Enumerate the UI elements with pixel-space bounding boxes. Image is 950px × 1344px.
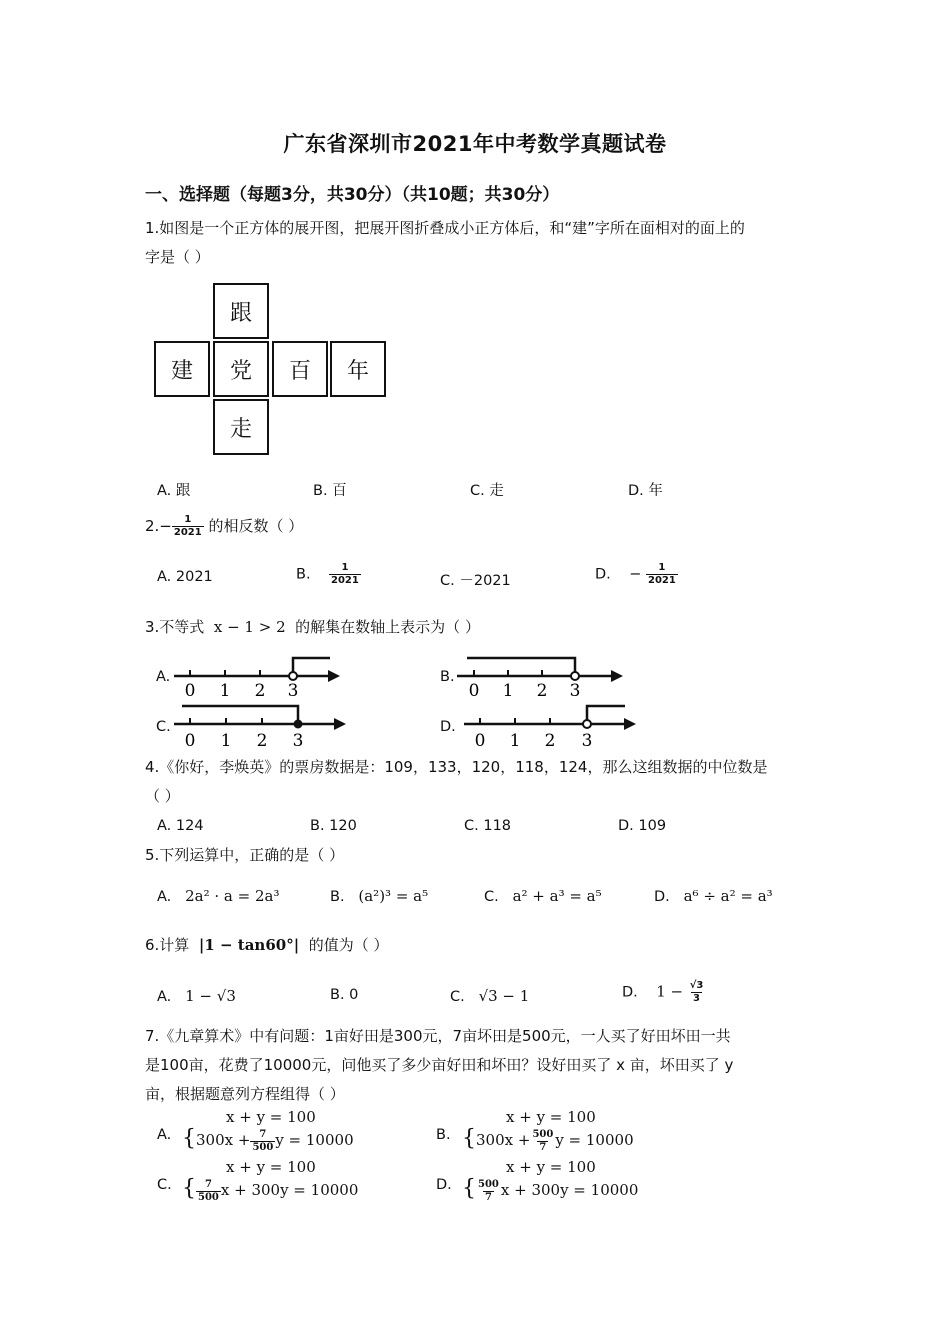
tick-0: 0 <box>468 681 480 701</box>
q7-d-eq1: x + y = 100 <box>506 1158 596 1176</box>
q6-option-c[interactable] <box>450 987 529 1005</box>
q7-option-d-label[interactable]: D. <box>436 1177 452 1193</box>
q7-stem-line2: 是100亩，花费了10000元，问他买了多少亩好田和坏田？设好田买了 x 亩，坏田买了 y <box>145 1056 734 1074</box>
q3-option-d-numberline[interactable] <box>460 700 645 750</box>
q7-c-num: 7 <box>204 1178 212 1190</box>
q7-b-frac <box>530 1129 555 1154</box>
q6-stem <box>145 931 388 960</box>
q5-c-expr: a² + a³ = a⁵ <box>512 887 602 905</box>
q5-stem: 5.下列运算中，正确的是（ ） <box>145 846 345 864</box>
q3-option-a-label[interactable]: A. <box>156 669 171 685</box>
q2-stem <box>145 512 303 541</box>
q2-frac-den: 2021 <box>173 527 202 538</box>
q4-option-a[interactable]: A. 124 <box>157 818 204 834</box>
q3-prefix: 3.不等式 <box>145 618 205 636</box>
q5-c-label: C. <box>484 889 499 905</box>
q2-option-a[interactable]: A. 2021 <box>157 569 213 585</box>
net-cell-center: 党 <box>213 341 269 397</box>
q6-c-expr: √3 − 1 <box>478 987 530 1005</box>
section-heading: 一、选择题（每题3分，共30分）（共10题；共30分） <box>145 185 560 205</box>
q3-suffix: 的解集在数轴上表示为（ ） <box>295 618 480 636</box>
q1-option-d[interactable]: D. 年 <box>628 483 663 499</box>
tick-2: 2 <box>544 731 556 750</box>
q2-option-d-fraction <box>646 562 678 587</box>
tick-2: 2 <box>256 731 268 750</box>
tick-1: 1 <box>219 681 231 701</box>
page-title: 广东省深圳市2021年中考数学真题试卷 <box>283 132 667 156</box>
q7-c-post: x + 300y = 10000 <box>220 1181 359 1199</box>
q7-c-frac <box>196 1179 221 1204</box>
q7-b-pre: 300x + <box>476 1131 531 1149</box>
tick-0: 0 <box>184 681 196 701</box>
q2-option-d-label: D. <box>595 566 611 583</box>
q2-option-b-label: B. <box>296 566 311 583</box>
q2-b-den: 2021 <box>331 575 359 586</box>
q4-option-b[interactable]: B. 120 <box>310 818 357 834</box>
q2-suffix: 的相反数（ ） <box>208 517 304 535</box>
q7-c-eq2 <box>182 1176 358 1204</box>
net-cell-right2: 年 <box>330 341 386 397</box>
q5-a-label: A. <box>157 889 172 905</box>
q6-d-pre: 1 − <box>656 982 684 1001</box>
net-cell-bottom: 走 <box>213 399 269 455</box>
q6-option-d[interactable] <box>622 980 705 1005</box>
cube-net-figure <box>154 283 388 463</box>
q7-option-b-system[interactable] <box>462 1108 634 1154</box>
q7-option-c-system[interactable] <box>182 1158 358 1204</box>
q7-a-pre: 300x + <box>196 1131 251 1149</box>
q6-d-label: D. <box>622 984 638 1001</box>
tick-3: 3 <box>569 681 581 701</box>
q6-prefix: 6.计算 <box>145 936 190 954</box>
q4-stem-line1: 4.《你好，李焕英》的票房数据是：109，133，120，118，124，那么这组数据的中位数是 <box>145 758 768 776</box>
q6-c-label: C. <box>450 989 465 1005</box>
q7-option-c-label[interactable]: C. <box>157 1177 172 1193</box>
tick-1: 1 <box>502 681 514 701</box>
q2-frac-num: 1 <box>184 514 192 525</box>
tick-3: 3 <box>292 731 304 750</box>
q7-d-post: x + 300y = 10000 <box>500 1181 639 1199</box>
q5-a-expr: 2a² · a = 2a³ <box>185 887 280 905</box>
tick-3: 3 <box>287 681 299 701</box>
q5-option-a[interactable] <box>157 887 279 905</box>
net-cell-right1: 百 <box>272 341 328 397</box>
q7-c-eq1: x + y = 100 <box>226 1158 316 1176</box>
q3-stem <box>145 613 480 642</box>
tick-2: 2 <box>254 681 266 701</box>
q7-b-num: 500 <box>532 1128 554 1140</box>
net-cell-top: 跟 <box>213 283 269 339</box>
q7-d-num: 500 <box>478 1178 499 1190</box>
q4-option-c[interactable]: C. 118 <box>464 818 512 834</box>
q7-a-post: y = 10000 <box>275 1131 354 1149</box>
q2-d-num: 1 <box>658 562 666 573</box>
q7-a-frac <box>250 1129 275 1154</box>
q5-option-d[interactable] <box>654 887 773 905</box>
q7-a-den: 500 <box>252 1141 274 1153</box>
q5-b-label: B. <box>330 889 345 905</box>
q2-option-d[interactable] <box>595 562 678 587</box>
q6-a-expr: 1 − √3 <box>185 987 236 1005</box>
q1-stem-line1: 1.如图是一个正方体的展开图，把展开图折叠成小正方体后，和“建”字所在面相对的面上的 <box>145 219 745 237</box>
q7-b-eq1: x + y = 100 <box>506 1108 596 1126</box>
tick-1: 1 <box>220 731 232 750</box>
q3-option-c-label[interactable]: C. <box>156 719 171 735</box>
q7-b-eq2 <box>462 1126 634 1154</box>
q2-option-b[interactable] <box>296 562 361 587</box>
q7-c-den: 500 <box>198 1191 219 1203</box>
q7-b-post: y = 10000 <box>555 1131 634 1149</box>
q3-option-b-label[interactable]: B. <box>440 669 455 685</box>
q6-suffix: 的值为（ ） <box>308 936 389 954</box>
q3-expression: x − 1 > 2 <box>213 618 286 636</box>
q6-a-label: A. <box>157 989 172 1005</box>
q7-stem-line3: 亩，根据题意列方程组得（ ） <box>145 1085 345 1103</box>
q7-option-a-label[interactable]: A. <box>157 1127 172 1143</box>
brace-icon: { <box>182 1176 196 1201</box>
q2-option-b-fraction <box>329 562 361 587</box>
brace-icon: { <box>182 1126 196 1151</box>
q7-a-eq1: x + y = 100 <box>226 1108 316 1126</box>
tick-1: 1 <box>509 731 521 750</box>
q7-b-den: 7 <box>539 1141 547 1153</box>
tick-0: 0 <box>184 731 196 750</box>
q6-option-b[interactable]: B. 0 <box>330 987 359 1003</box>
q6-d-fraction <box>688 980 706 1005</box>
net-cell-left: 建 <box>154 341 210 397</box>
q7-d-eq2 <box>462 1176 638 1204</box>
q5-b-expr: (a²)³ = a⁵ <box>358 887 429 905</box>
q2-option-c[interactable]: C. －2021 <box>440 573 511 589</box>
q6-d-num: √3 <box>689 980 704 991</box>
tick-0: 0 <box>474 731 486 750</box>
q5-d-expr: a⁶ ÷ a² = a³ <box>683 887 773 905</box>
q2-d-den: 2021 <box>647 575 676 586</box>
q7-option-d-system[interactable] <box>462 1158 638 1204</box>
q2-option-d-sign: − <box>629 566 642 583</box>
q4-stem-line2: （ ） <box>145 787 180 805</box>
q5-option-c[interactable] <box>484 887 602 905</box>
q7-d-den: 7 <box>484 1191 492 1203</box>
q6-expression: |1 − tan60°| <box>198 936 300 954</box>
q2-prefix: 2.− <box>145 517 172 535</box>
q3-option-d-label[interactable]: D. <box>440 719 456 735</box>
q3-option-a-numberline[interactable] <box>170 652 350 702</box>
q5-d-label: D. <box>654 889 670 905</box>
q5-option-b[interactable] <box>330 887 428 905</box>
q7-a-eq2 <box>182 1126 354 1154</box>
brace-icon: { <box>462 1126 476 1151</box>
q7-option-a-system[interactable] <box>182 1108 354 1154</box>
q2-b-num: 1 <box>341 562 349 573</box>
q7-a-num: 7 <box>259 1128 267 1140</box>
q1-option-c[interactable]: C. 走 <box>470 483 504 499</box>
q6-d-den: 3 <box>693 993 701 1004</box>
q1-option-b[interactable]: B. 百 <box>313 483 347 499</box>
q7-option-b-label[interactable]: B. <box>436 1127 451 1143</box>
q6-option-a[interactable] <box>157 987 236 1005</box>
tick-3: 3 <box>581 731 593 750</box>
q4-option-d[interactable]: D. 109 <box>618 818 667 834</box>
q7-stem-line1: 7.《九章算术》中有问题：1亩好田是300元，7亩坏田是500元，一人买了好田坏田一共 <box>145 1027 731 1045</box>
q3-option-b-numberline[interactable] <box>455 652 635 702</box>
brace-icon: { <box>462 1176 476 1201</box>
tick-2: 2 <box>536 681 548 701</box>
q3-option-c-numberline[interactable] <box>170 700 355 750</box>
q7-d-frac <box>476 1179 501 1204</box>
q1-stem-line2: 字是（ ） <box>145 248 210 266</box>
q1-option-a[interactable]: A. 跟 <box>157 483 191 499</box>
q2-fraction <box>172 514 204 539</box>
